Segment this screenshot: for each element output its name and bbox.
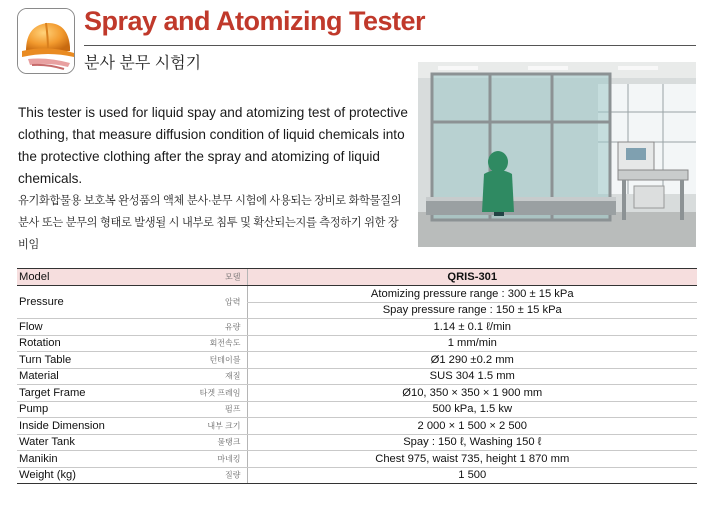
spec-label — [17, 269, 247, 286]
spec-label — [17, 368, 247, 385]
spec-value: Spay : 150 ℓ, Washing 150 ℓ — [247, 434, 697, 451]
spec-label-en: Inside Dimension — [19, 419, 105, 432]
spec-value: 1 500 — [247, 467, 697, 484]
spec-label — [17, 434, 247, 451]
spec-label-ko: 모델 — [225, 272, 241, 282]
page-title: Spray and Atomizing Tester — [84, 6, 426, 36]
table-row — [17, 269, 697, 286]
spec-label — [17, 319, 247, 336]
spec-label-en: Material — [19, 370, 59, 383]
spec-label-en: Rotation — [19, 337, 61, 350]
spec-table — [17, 268, 697, 484]
spec-label-ko: 타겟 프레임 — [199, 388, 241, 398]
spec-value: Atomizing pressure range : 300 ± 15 kPa — [247, 286, 697, 303]
spec-label-ko: 유량 — [225, 322, 241, 332]
spec-label-ko: 압력 — [225, 297, 241, 307]
spec-label-en: Turn Table — [19, 353, 72, 366]
spec-label — [17, 352, 247, 369]
page-subtitle: 분사 분무 시험기 — [84, 55, 202, 72]
spec-label-en: Water Tank — [19, 436, 75, 449]
spec-label-ko: 펌프 — [225, 404, 241, 414]
table-row — [17, 401, 697, 418]
spec-label-ko: 재질 — [225, 371, 241, 381]
title-divider — [84, 45, 696, 46]
spec-label-ko: 질량 — [225, 470, 241, 480]
spec-label-ko: 내부 크기 — [207, 421, 241, 431]
safety-helmet-icon — [18, 9, 75, 74]
table-row — [17, 467, 697, 484]
spec-label — [17, 286, 247, 319]
spec-label-en: Flow — [19, 320, 43, 333]
spec-value: 1.14 ± 0.1 ℓ/min — [247, 319, 697, 336]
spec-label-ko: 물탱크 — [217, 437, 241, 447]
spec-label-ko: 회전속도 — [209, 338, 241, 348]
spec-value: 2 000 × 1 500 × 2 500 — [247, 418, 697, 435]
spec-value: Chest 975, waist 735, height 1 870 mm — [247, 451, 697, 468]
table-row — [17, 434, 697, 451]
spec-label — [17, 401, 247, 418]
spec-label — [17, 335, 247, 352]
spec-value: SUS 304 1.5 mm — [247, 368, 697, 385]
logo — [17, 8, 75, 74]
spec-label — [17, 467, 247, 484]
spec-value: Ø1 290 ±0.2 mm — [247, 352, 697, 369]
table-row — [17, 335, 697, 352]
table-row — [17, 319, 697, 336]
spec-label-en: Pump — [19, 403, 49, 416]
spec-value: 1 mm/min — [247, 335, 697, 352]
spec-label — [17, 385, 247, 402]
spec-value: Ø10, 350 × 350 × 1 900 mm — [247, 385, 697, 402]
description-korean: 유기화합물용 보호복 완성품의 액체 분사·분무 시험에 사용되는 장비로 화학물질의 분사 또는 분무의 형태로 발생될 시 내부로 침투 및 확산되는지를 측정하기 위한 장비임 — [18, 195, 402, 251]
spec-label-en: Model — [19, 271, 50, 283]
spec-label-ko: 마네킹 — [217, 454, 241, 464]
spec-value: QRIS-301 — [247, 269, 697, 286]
table-row — [17, 418, 697, 435]
spec-label-en: Manikin — [19, 452, 58, 465]
table-row — [17, 352, 697, 369]
product-photo — [418, 62, 696, 247]
spec-label-ko: 턴테이블 — [209, 355, 241, 365]
spec-label-en: Target Frame — [19, 386, 86, 399]
table-row — [17, 286, 697, 303]
spec-label-en: Weight (kg) — [19, 469, 76, 482]
spec-label — [17, 418, 247, 435]
spec-label-en: Pressure — [19, 296, 64, 308]
spec-value: 500 kPa, 1.5 kw — [247, 401, 697, 418]
spec-label — [17, 451, 247, 468]
table-row — [17, 385, 697, 402]
table-row — [17, 368, 697, 385]
spec-value: Spay pressure range : 150 ± 15 kPa — [247, 302, 697, 319]
table-row — [17, 451, 697, 468]
description-english: This tester is used for liquid spay and atomizing test of protective clothing, that measure diffusion condition of liquid chemicals into the protective clothing after the spray and atomizing of liquid chemicals. — [18, 105, 408, 186]
